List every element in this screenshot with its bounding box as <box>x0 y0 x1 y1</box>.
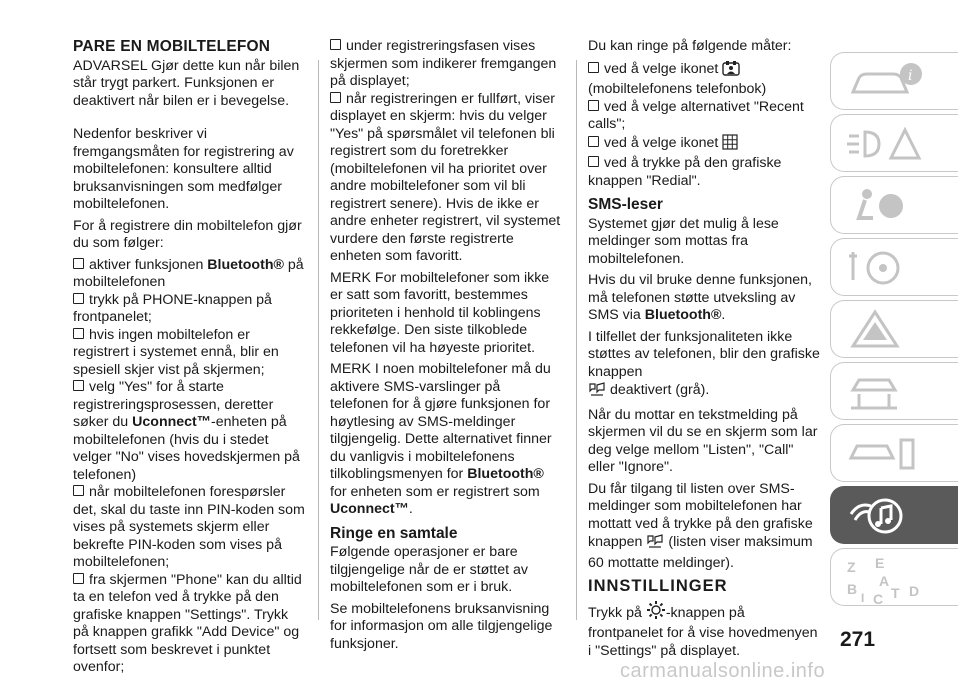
svg-text:D: D <box>909 583 920 599</box>
checkbox-bullet-icon <box>73 485 84 496</box>
sms-list-icon <box>588 381 606 403</box>
tab-maintenance[interactable] <box>830 362 958 420</box>
bullet-item: under registreringsfasen vises skjermen som indikerer fremgangen på displayet; <box>330 38 557 89</box>
paragraph: Hvis du vil bruke denne funksjonen, må telefonen støtte utveksling av SMS via Bluetooth®. <box>588 272 812 323</box>
svg-text:Z: Z <box>847 559 856 575</box>
bullet-item: ved å velge ikonet <box>588 134 820 156</box>
page-number: 271 <box>840 628 876 651</box>
steps-intro: For å registrere din mobiltelefon gjør du som følger: <box>73 217 302 251</box>
bullet-item: trykk på PHONE-knappen på frontpanelet; <box>73 291 272 325</box>
paragraph: Du kan ringe på følgende måter: <box>588 38 792 54</box>
checkbox-bullet-icon <box>73 380 84 391</box>
paragraph: Når du mottar en tekstmelding på skjermen vil du se en skjerm som lar deg velge mellom "Listen", "Call" eller "Ignore". <box>588 406 818 475</box>
bullet-item: hvis ingen mobiltelefon er registrert i systemet ennå, blir en spesiell skjer vist på skjermen; <box>73 326 279 378</box>
checkbox-bullet-icon <box>330 39 341 50</box>
chapter-tab-bar <box>824 52 960 612</box>
bullet-item: ved å velge ikonet (mobiltelefonens telefonbok) <box>588 60 767 97</box>
sms-inbox-icon <box>646 533 664 555</box>
column-divider <box>576 60 577 620</box>
settings-gear-icon <box>646 600 666 626</box>
svg-text:T: T <box>891 585 900 601</box>
tab-warning-lights[interactable] <box>830 114 958 172</box>
subsection-title: SMS-leser <box>588 196 663 213</box>
checkbox-bullet-icon <box>73 293 84 304</box>
paragraph: Trykk på -knappen på frontpanelet for å vise hovedmenyen i "Settings" på displayet. <box>588 600 820 661</box>
tab-airbag-safety[interactable] <box>830 176 958 234</box>
paragraph: Du får tilgang til listen over SMS-meldinger som mobiltelefonen har mottatt ved å trykke på den grafiske knappen (listen viser maksimum 60 mottatte meldinger). <box>588 480 813 571</box>
bullet-item: ved å trykke på den grafiske knappen "Redial". <box>588 155 782 189</box>
column-1 <box>73 38 305 677</box>
column-divider <box>318 60 319 620</box>
svg-text:C: C <box>873 591 884 606</box>
paragraph: Se mobiltelefonens bruksanvisning for informasjon om alle tilgjengelige funksjoner. <box>330 600 553 652</box>
bullet-item: når mobiltelefonen forespørsler det, skal du taste inn PIN-koden som vises på systemets skjerm eller bekrefte PIN-koden som vises på mobiltelefonen; <box>73 484 305 570</box>
airbag-icon <box>845 184 935 228</box>
paragraph: Systemet gjør det mulig å lese meldinger som mottas fra mobiltelefonen. <box>588 215 779 267</box>
paragraph: Følgende operasjoner er bare tilgjengelige når de er støttet av mobiltelefonen som er i bruk. <box>330 544 528 595</box>
alphabetical-index-icon <box>845 556 935 606</box>
column-3 <box>588 38 820 664</box>
checkbox-bullet-icon <box>73 573 84 584</box>
note-paragraph: MERK For mobiltelefoner som ikke er satt som favoritt, bestemmes prioriteten i henhold til koblingens rekkefølge. Den siste tilkoblede telefonen vil ha høyeste prioritet. <box>330 269 550 356</box>
tab-technical-data[interactable] <box>830 424 958 482</box>
svg-text:i: i <box>908 68 913 84</box>
svg-text:A: A <box>879 573 890 589</box>
keypad-icon <box>722 134 738 156</box>
paragraph: I tilfellet der funksjonaliteten ikke støttes av telefonen, blir den grafiske knappen deaktivert (grå). <box>588 329 820 403</box>
section-title: PARE EN MOBILTELEFON <box>73 38 271 55</box>
bullet-item: når registreringen er fullført, viser displayet en skjerm: hvis du velger "Yes" på spørsmålet vil telefonen bli registrert som du foretrekker (mobiltelefonen vil ha prioritet over andre mobiltelefoner som vil bli registrert senere). Hvis de ikke er andre enheter registrert, vil systemet vurdere den første registrerte enheten som favoritt. <box>330 90 561 264</box>
tab-car-info[interactable] <box>830 52 958 110</box>
checkbox-bullet-icon <box>588 62 599 73</box>
svg-text:I: I <box>861 591 865 605</box>
tab-multimedia[interactable] <box>830 486 958 544</box>
bullet-item: aktiver funksjonen Bluetooth® på mobiltelefonen <box>73 256 304 290</box>
bullet-item: fra skjermen "Phone" kan du alltid ta en telefon ved å trykke på den grafiske knappen "Settings". Trykk på knappen grafikk "Add Device" og fortsett som beskrevet i punktet ovenfor; <box>73 571 302 675</box>
intro-paragraph: Nedenfor beskriver vi fremgangsmåten for registrering av mobiltelefonen: konsultere alltid bruksanvisningen som medfølger mobiltelefonen. <box>73 126 294 212</box>
tab-index[interactable] <box>830 548 958 606</box>
checkbox-bullet-icon <box>588 100 599 111</box>
checkbox-bullet-icon <box>330 92 341 103</box>
bullet-item: ved å velge alternativet "Recent calls"; <box>588 98 804 132</box>
warning-lights-icon <box>845 122 935 166</box>
checkbox-bullet-icon <box>73 258 84 269</box>
note-paragraph: MERK I noen mobiltelefoner må du aktivere SMS-varslinger på telefonen for å gjøre funksjonen for høytlesing av SMS-meldinger tilgjengelig. Dette alternativet finner du vanligvis i mobiltelefonens tilkoblingsmenyen for Bluetooth® for enheten som er registrert som Uconnect™. <box>330 361 552 517</box>
checkbox-bullet-icon <box>588 136 599 147</box>
svg-text:E: E <box>875 556 885 571</box>
checkbox-bullet-icon <box>73 328 84 339</box>
steering-wheel-icon <box>845 246 935 290</box>
phonebook-icon <box>722 60 740 82</box>
column-2 <box>330 38 562 657</box>
technical-data-icon <box>845 432 935 476</box>
multimedia-icon <box>845 494 935 538</box>
warning-triangle-icon <box>845 308 935 352</box>
watermark: carmanualsonline.info <box>620 660 826 682</box>
tab-emergency[interactable] <box>830 300 958 358</box>
section-heading: INNSTILLINGER <box>588 577 728 595</box>
checkbox-bullet-icon <box>588 156 599 167</box>
warning-paragraph: ADVARSEL Gjør dette kun når bilen står trygt parkert. Funksjonen er deaktivert når bilen er i bevegelse. <box>73 57 300 109</box>
car-lift-icon <box>845 370 935 414</box>
bullet-item: velg "Yes" for å starte registreringsprosessen, deretter søker du Uconnect™-enheten på mobiltelefonen (hvis du i stedet velger "No" vises hovedskjermen på telefonen) <box>73 379 300 483</box>
subsection-title: Ringe en samtale <box>330 524 458 542</box>
tab-starting-driving[interactable] <box>830 238 958 296</box>
car-info-icon <box>845 60 935 104</box>
svg-text:B: B <box>847 581 858 597</box>
